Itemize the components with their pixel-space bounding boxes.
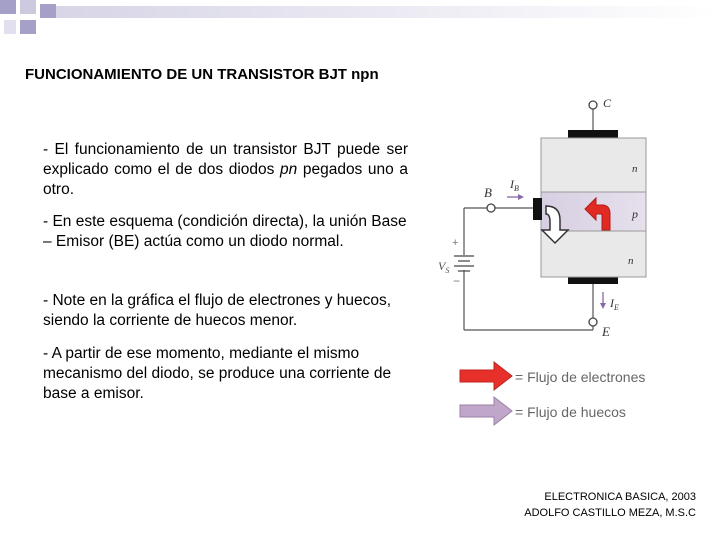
transistor-diagram xyxy=(420,90,720,440)
layer-label-p: p xyxy=(632,207,638,221)
paragraph-1-suffix: pegados uno a otro. xyxy=(43,161,408,198)
paragraph-2: - En este esquema (condición directa), la unión Base – Emisor (BE) actúa como un diodo normal. xyxy=(43,213,407,250)
footer-line-2: ADOLFO CASTILLO MEZA, M.S.C xyxy=(524,507,696,519)
label-b: B xyxy=(484,185,492,200)
legend-holes-label: = Flujo de huecos xyxy=(515,404,626,420)
label-e: E xyxy=(602,324,610,339)
paragraph-1 xyxy=(43,140,408,200)
terminal-e xyxy=(589,318,597,326)
paragraph-3: - Note en la gráfica el flujo de electrones y huecos, siendo la corriente de huecos menor. xyxy=(43,292,392,329)
paragraph-4: - A partir de ese momento, mediante el mismo mecanismo del diodo, se produce una corriente de base a emisor. xyxy=(43,345,392,402)
label-c: C xyxy=(603,96,612,110)
footer xyxy=(524,489,696,521)
footer-line-1: ELECTRONICA BASICA, 2003 xyxy=(544,491,696,503)
terminal-b xyxy=(487,204,495,212)
n-layer-collector xyxy=(541,138,646,192)
minus-sign: − xyxy=(453,274,461,288)
header-decoration xyxy=(0,0,720,40)
decor-square xyxy=(4,20,16,34)
current-ib-label: $I_B$ xyxy=(510,177,519,193)
legend-electrons-label: = Flujo de electrones xyxy=(515,369,646,385)
decor-square xyxy=(20,20,36,34)
base-contact xyxy=(533,198,542,220)
paragraph-1-text: - El funcionamiento de un transistor BJT puede ser explicado como el de dos diodos xyxy=(43,141,408,178)
paragraph-1-emphasis: pn xyxy=(279,161,298,178)
terminal-c xyxy=(589,101,597,109)
slide-title: FUNCIONAMIENTO DE UN TRANSISTOR BJT npn xyxy=(25,66,379,83)
decor-square xyxy=(20,0,36,14)
legend-electron-arrow xyxy=(460,362,512,390)
decor-square xyxy=(40,4,56,18)
current-ie-label: $I_E$ xyxy=(610,296,619,312)
current-ib-arrow xyxy=(507,194,524,200)
plus-sign: + xyxy=(452,237,459,249)
decor-square xyxy=(0,0,16,14)
header-bar xyxy=(40,6,720,18)
voltage-source xyxy=(454,256,474,271)
legend-hole-arrow xyxy=(460,397,512,425)
layer-label-n-bottom: n xyxy=(628,255,634,267)
layer-label-n-top: n xyxy=(632,163,638,175)
current-ie-arrow xyxy=(600,292,606,309)
source-label: $V_S$ xyxy=(438,259,450,275)
